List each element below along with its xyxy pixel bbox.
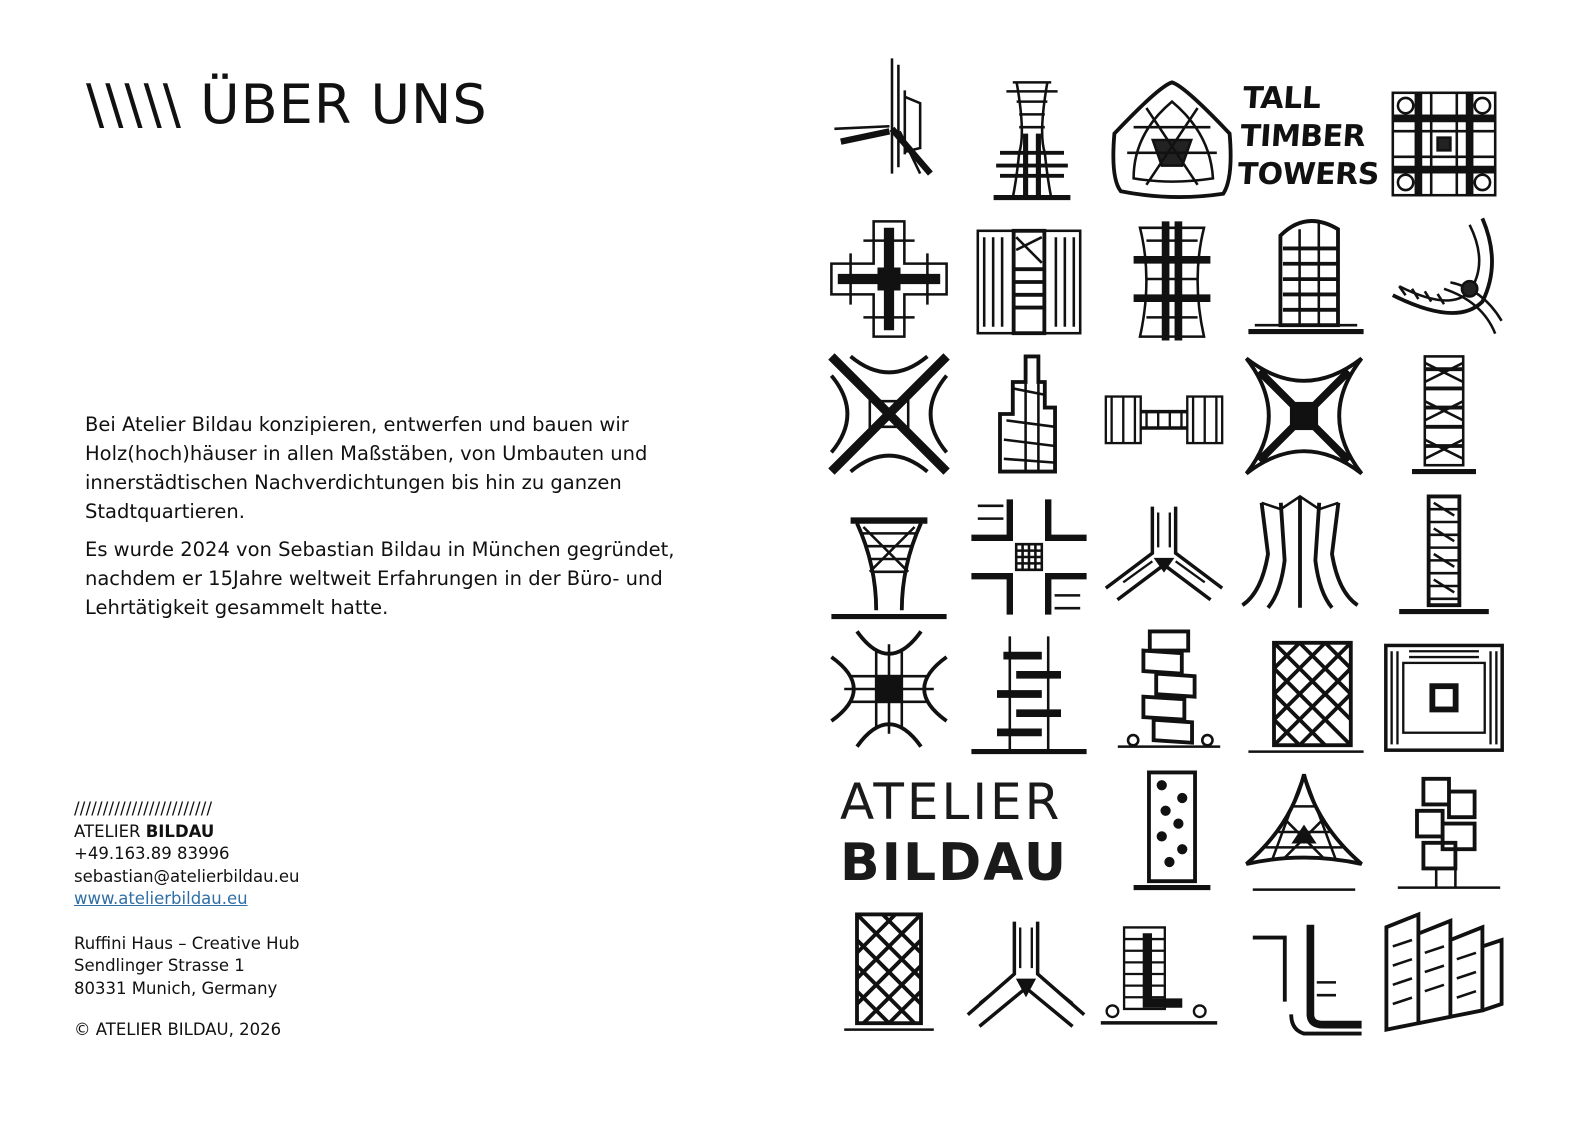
page-title: \\\\\ ÜBER UNS xyxy=(86,73,488,136)
intro-paragraph-2: Es wurde 2024 von Sebastian Bildau in München gegründet, nachdem er 15Jahre weltweit Erfahrungen in der Büro- und Lehrtätigkeit gesammelt hatte. xyxy=(85,538,675,619)
logo-line-1: ATELIER xyxy=(840,773,1063,831)
x-plan-sketch-icon xyxy=(825,350,953,478)
cross-plan-sketch-icon xyxy=(825,215,953,343)
atelier-bildau-logo xyxy=(840,772,1080,902)
diagrid-tower-sketch-icon xyxy=(1242,630,1370,758)
tower-sketch-icon xyxy=(828,52,956,180)
grid-plan-sketch-icon xyxy=(1380,80,1508,208)
tower-sketch-icon xyxy=(1242,210,1370,338)
courtyard-plan-sketch-icon xyxy=(1380,628,1508,756)
company-name-bold: BILDAU xyxy=(145,821,215,841)
phone-number: +49.163.89 83996 xyxy=(74,844,230,863)
cross-plan-sketch-icon xyxy=(965,493,1093,621)
contact-divider: //////////////////////// xyxy=(74,799,213,818)
address-line-2: Sendlinger Strasse 1 xyxy=(74,956,245,975)
star-plan-sketch-icon xyxy=(1240,352,1368,480)
tree-tower-sketch-icon xyxy=(1236,490,1364,618)
y-plan-sketch-icon xyxy=(962,910,1090,1038)
tower-sketch-icon xyxy=(825,495,953,623)
intro-paragraph-1: Bei Atelier Bildau konzipieren, entwerfen und bauen wir Holz(hoch)häuser in allen Maßstäben, von Umbauten und innerstädtischen Nachverdichtungen bis hin zu ganzen Stadtquartieren. xyxy=(85,413,648,523)
address-line-1: Ruffini Haus – Creative Hub xyxy=(74,933,300,953)
tower-sketch-icon xyxy=(968,350,1096,478)
tall-text-line-1: TALL xyxy=(1241,81,1322,116)
cross-plan-sketch-icon xyxy=(825,625,953,753)
bridge-sketch-icon xyxy=(1100,350,1228,478)
tower-sketch-icon xyxy=(1108,215,1236,343)
tower-sketch-icon xyxy=(1380,350,1508,478)
tower-sketch-icon xyxy=(1105,625,1233,753)
company-name xyxy=(74,821,404,844)
l-plan-sketch-icon xyxy=(1240,912,1368,1040)
email-address: sebastian@atelierbildau.eu xyxy=(74,866,300,886)
company-name-light: ATELIER xyxy=(74,821,146,841)
copyright: © ATELIER BILDAU, 2026 xyxy=(74,1020,282,1039)
tall-timber-towers-text xyxy=(1236,80,1379,200)
contact-block xyxy=(74,798,404,1042)
tower-sketch-icon xyxy=(965,630,1093,758)
address-line-3: 80331 Munich, Germany xyxy=(74,978,278,998)
tower-sketch-icon xyxy=(1095,910,1223,1038)
cluster-tower-sketch-icon xyxy=(1380,908,1508,1036)
spiral-plan-sketch-icon xyxy=(1380,212,1508,340)
tall-text-line-2: TIMBER xyxy=(1239,119,1367,154)
tower-sketch-icon xyxy=(1108,766,1236,894)
tower-sketch-icon xyxy=(1108,76,1236,204)
tower-sketch-icon xyxy=(968,76,1096,204)
tower-sketch-icon xyxy=(1380,490,1508,618)
tower-sketch-icon xyxy=(1385,766,1513,894)
website-link[interactable]: www.atelierbildau.eu xyxy=(74,889,248,908)
logo-line-2: BILDAU xyxy=(840,833,1069,893)
plan-sketch-icon xyxy=(965,218,1093,346)
y-plan-sketch-icon xyxy=(1100,495,1228,623)
pyramid-plan-sketch-icon xyxy=(1240,768,1368,896)
diagrid-tower-sketch-icon xyxy=(825,908,953,1036)
intro-text xyxy=(85,410,745,631)
tall-text-line-3: TOWERS xyxy=(1236,157,1381,192)
